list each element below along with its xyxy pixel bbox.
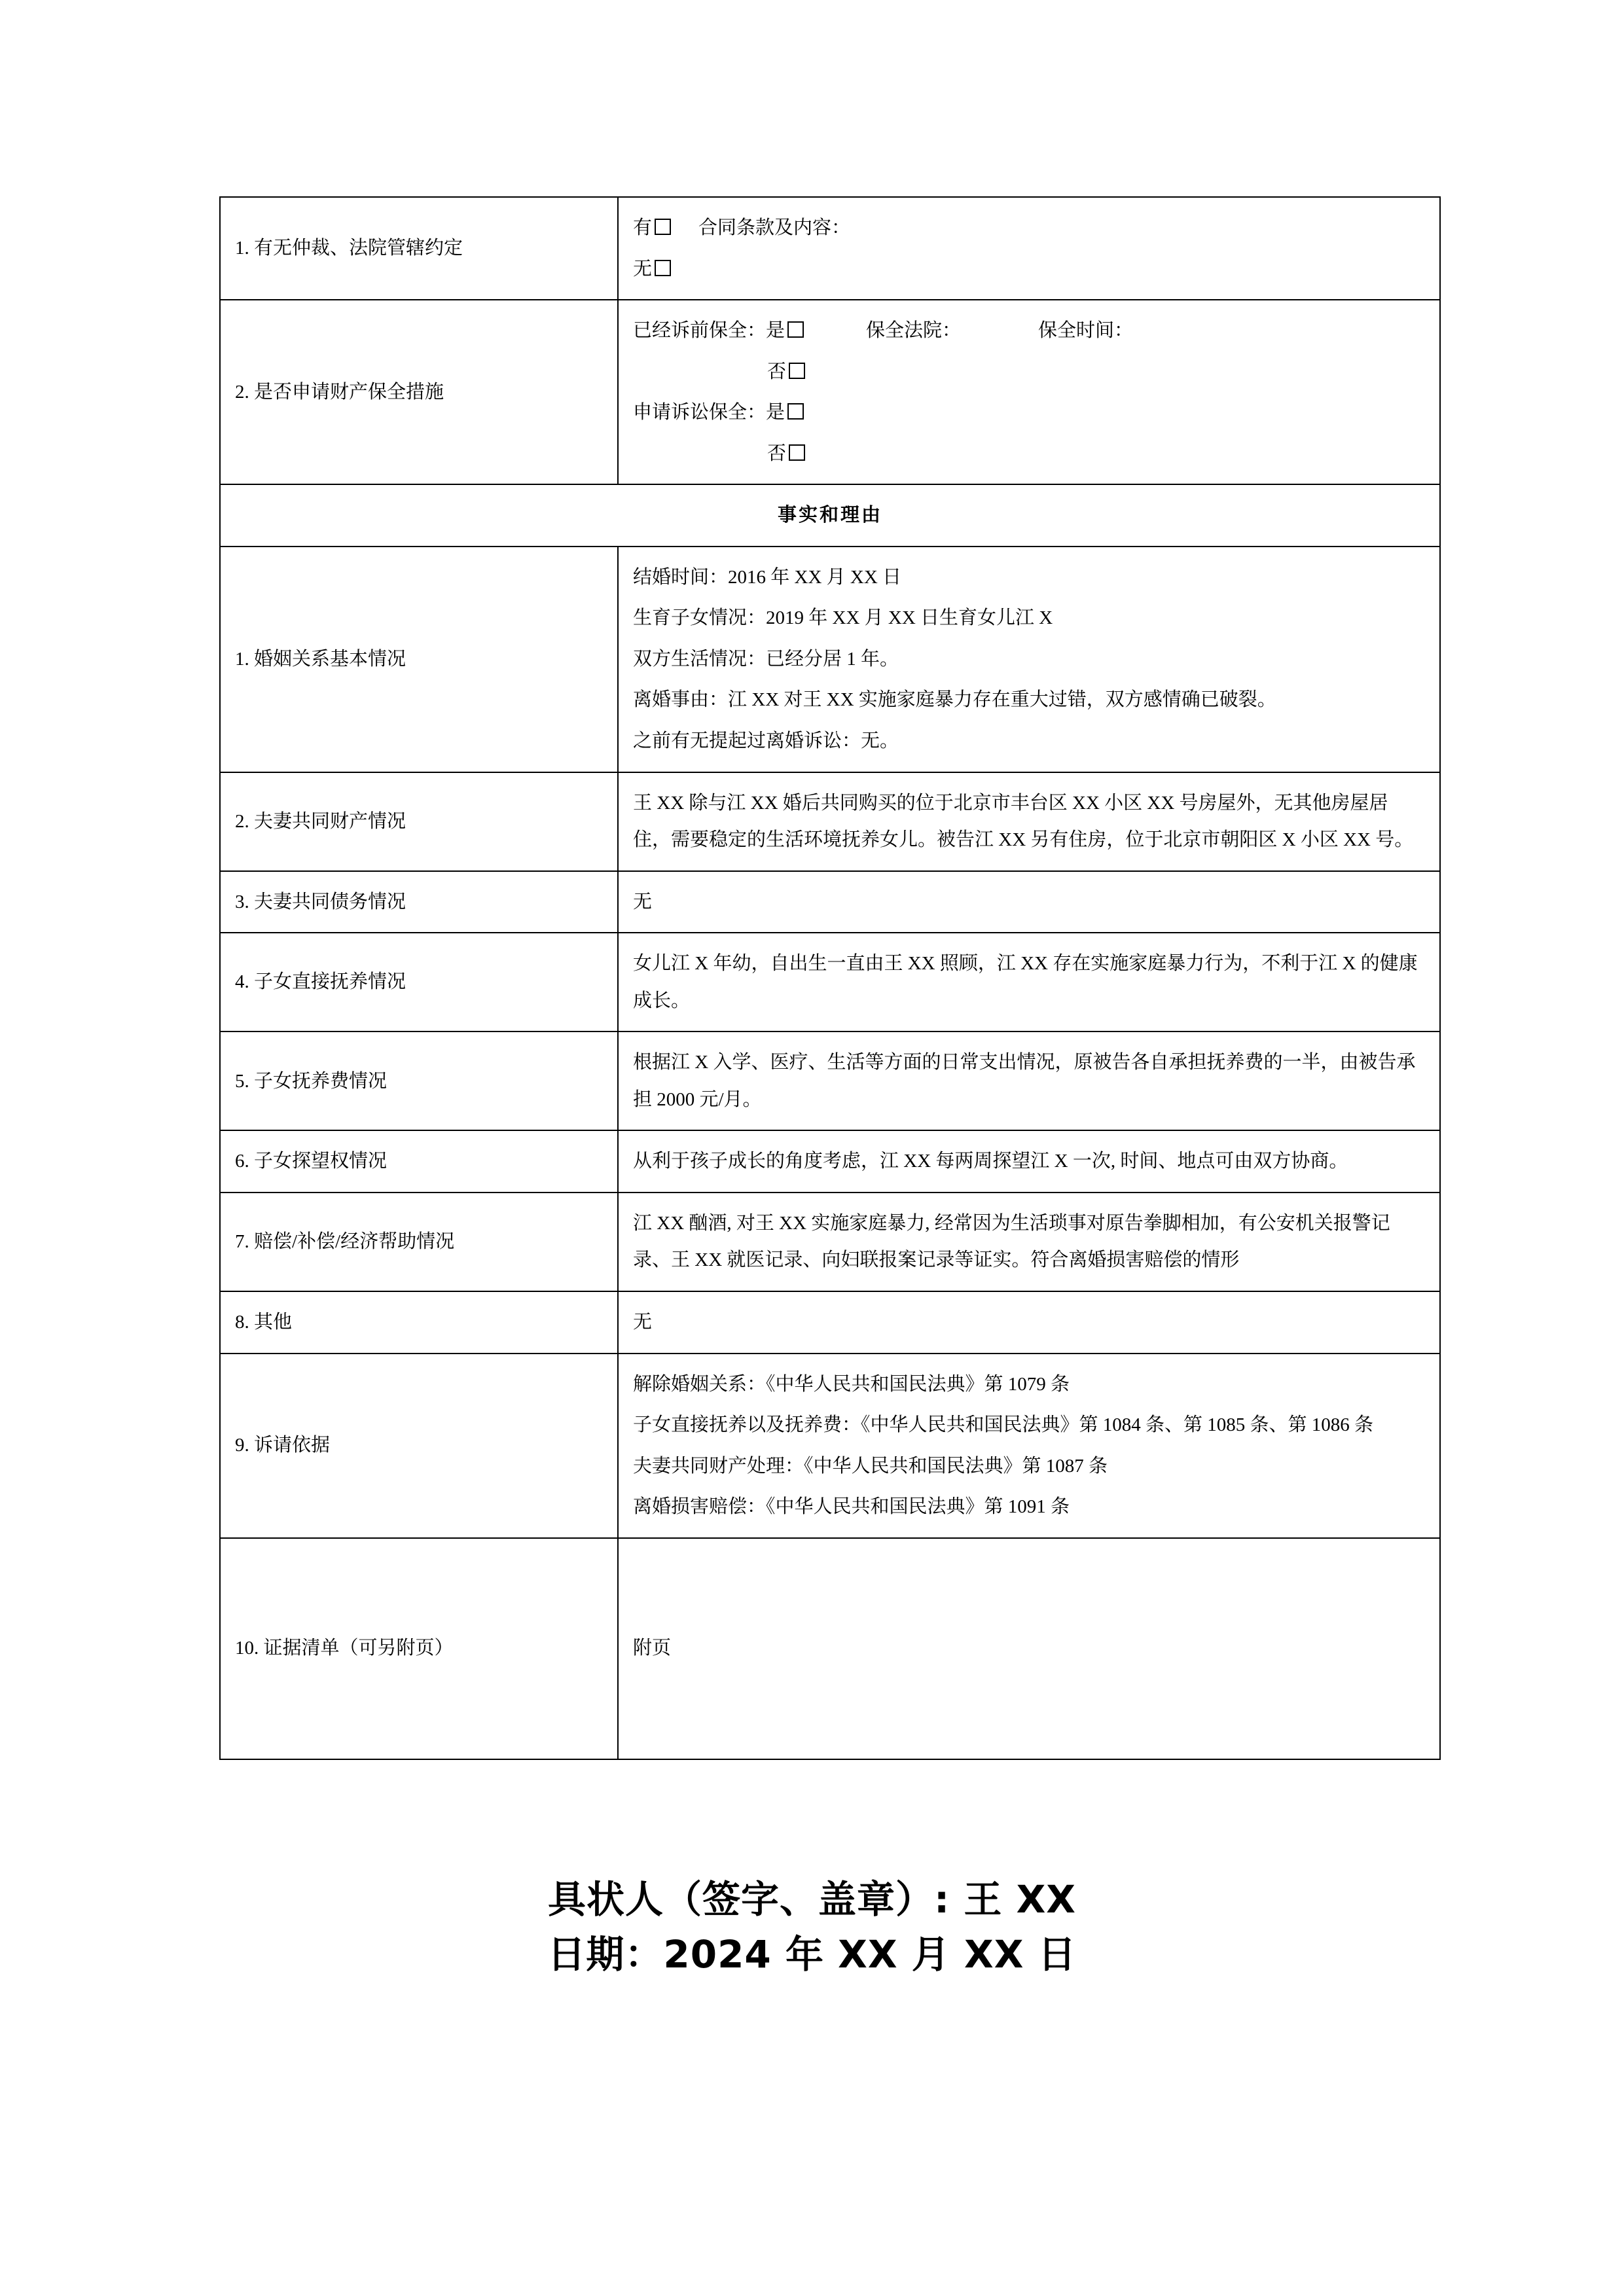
table-row — [220, 197, 1440, 300]
table-row — [220, 300, 1440, 484]
table-row — [220, 1193, 1440, 1291]
checkbox-icon[interactable] — [655, 260, 671, 276]
litigation-preservation-line — [633, 394, 1425, 431]
section-title-facts-and-reasons: 事实和理由 — [220, 484, 1440, 547]
row-label-child-custody: 4. 子女直接抚养情况 — [220, 933, 618, 1031]
claim-form-table — [219, 196, 1441, 1760]
row-label-compensation: 7. 赔偿/补偿/经济帮助情况 — [220, 1193, 618, 1291]
text-line: 解除婚姻关系：《中华人民共和国民法典》第 1079 条 — [633, 1373, 1070, 1395]
table-row — [220, 1130, 1440, 1193]
prelitigation-preservation-label: 已经诉前保全： — [633, 320, 767, 342]
text-line: 从利于孩子成长的角度考虑，江 XX 每两周探望江 X 一次, 时间、地点可由双方协商。 — [633, 1151, 1348, 1172]
row-value-visitation — [618, 1130, 1440, 1193]
litigation-no-label: 否 — [767, 442, 787, 464]
text-line: 王 XX 除与江 XX 婚后共同购买的位于北京市丰台区 XX 小区 XX 号房屋外，无其他房屋居住，需要稳定的生活环境抚养女儿。被告江 XX 另有住房，位于北京市朝阳区 X 小区 XX 号。 — [633, 792, 1414, 851]
preservation-time-label: 保全时间： — [1038, 320, 1134, 342]
checkbox-icon[interactable] — [789, 363, 805, 379]
text-line: 离婚损害赔偿：《中华人民共和国民法典》第 1091 条 — [633, 1496, 1070, 1518]
arbitration-yes-line — [633, 209, 1425, 247]
row-value-marriage-basics — [618, 547, 1440, 772]
row-value-preservation — [618, 300, 1440, 484]
text-line: 无 — [633, 1312, 653, 1333]
table-row — [220, 871, 1440, 933]
table-row — [220, 1031, 1440, 1130]
table-row — [220, 772, 1440, 871]
arbitration-clause-label: 合同条款及内容： — [698, 217, 851, 238]
row-value-child-support — [618, 1031, 1440, 1130]
row-label-child-support: 5. 子女抚养费情况 — [220, 1031, 618, 1130]
litigation-preservation-label: 申请诉讼保全： — [633, 402, 767, 423]
row-value-common-property — [618, 772, 1440, 871]
signature-block — [0, 1872, 1624, 1982]
signer-line: 具状人（签字、盖章）: 王 XX — [547, 1877, 1076, 1922]
row-value-legal-basis — [618, 1354, 1440, 1538]
row-label-common-property: 2. 夫妻共同财产情况 — [220, 772, 618, 871]
text-line: 结婚时间：2016 年 XX 月 XX 日 — [633, 566, 902, 588]
text-line: 子女直接抚养以及抚养费：《中华人民共和国民法典》第 1084 条、第 1085 条、第 1086 条 — [633, 1414, 1374, 1436]
row-label-visitation: 6. 子女探望权情况 — [220, 1130, 618, 1193]
text-line: 双方生活情况：已经分居 1 年。 — [633, 648, 899, 670]
row-value-child-custody — [618, 933, 1440, 1031]
row-label-legal-basis: 9. 诉请依据 — [220, 1354, 618, 1538]
row-label-evidence-list: 10. 证据清单（可另附页） — [220, 1538, 618, 1759]
row-label-marriage-basics: 1. 婚姻关系基本情况 — [220, 547, 618, 772]
litigation-yes-label: 是 — [766, 402, 785, 423]
table-row — [220, 1538, 1440, 1759]
row-value-common-debt — [618, 871, 1440, 933]
row-label-common-debt: 3. 夫妻共同债务情况 — [220, 871, 618, 933]
prelitigation-yes-label: 是 — [766, 320, 785, 342]
row-label-preservation: 2. 是否申请财产保全措施 — [220, 300, 618, 484]
preservation-court-label: 保全法院： — [866, 320, 962, 342]
row-value-evidence-list — [618, 1538, 1440, 1759]
checkbox-icon[interactable] — [787, 403, 804, 420]
text-line: 离婚事由：江 XX 对王 XX 实施家庭暴力存在重大过错，双方感情确已破裂。 — [633, 689, 1276, 711]
arbitration-no-label: 无 — [633, 258, 653, 279]
checkbox-icon[interactable] — [789, 444, 805, 461]
prelitigation-no-label: 否 — [767, 361, 787, 382]
row-value-compensation — [618, 1193, 1440, 1291]
text-line: 江 XX 酗酒, 对王 XX 实施家庭暴力, 经常因为生活琐事对原告拳脚相加，有公安机关报警记录、王 XX 就医记录、向妇联报案记录等证实。符合离婚损害赔偿的情形 — [633, 1212, 1390, 1271]
table-row — [220, 933, 1440, 1031]
litigation-no-line — [633, 435, 1425, 473]
text-line: 夫妻共同财产处理：《中华人民共和国民法典》第 1087 条 — [633, 1455, 1108, 1477]
table-row — [220, 547, 1440, 772]
checkbox-icon[interactable] — [787, 321, 804, 338]
table-row — [220, 1291, 1440, 1354]
table-row — [220, 1354, 1440, 1538]
text-line: 根据江 X 入学、医疗、生活等方面的日常支出情况，原被告各自承担抚养费的一半，由被告承担 2000 元/月。 — [633, 1052, 1416, 1110]
prelitigation-preservation-line — [633, 312, 1425, 350]
row-label-arbitration: 1. 有无仲裁、法院管辖约定 — [220, 197, 618, 300]
row-value-arbitration — [618, 197, 1440, 300]
text-line: 之前有无提起过离婚诉讼：无。 — [633, 730, 899, 752]
date-line: 日期：2024 年 XX 月 XX 日 — [547, 1932, 1077, 1977]
row-label-other: 8. 其他 — [220, 1291, 618, 1354]
prelitigation-no-line — [633, 353, 1425, 391]
row-value-other — [618, 1291, 1440, 1354]
text-line: 无 — [633, 891, 653, 912]
text-line: 生育子女情况：2019 年 XX 月 XX 日生育女儿江 X — [633, 607, 1053, 629]
text-line: 女儿江 X 年幼，自出生一直由王 XX 照顾，江 XX 存在实施家庭暴力行为，不利于江 X 的健康成长。 — [633, 953, 1418, 1011]
arbitration-no-line — [633, 251, 1425, 288]
text-line: 附页 — [633, 1638, 672, 1659]
checkbox-icon[interactable] — [655, 219, 671, 235]
section-title-row — [220, 484, 1440, 547]
arbitration-yes-label: 有 — [633, 217, 653, 238]
